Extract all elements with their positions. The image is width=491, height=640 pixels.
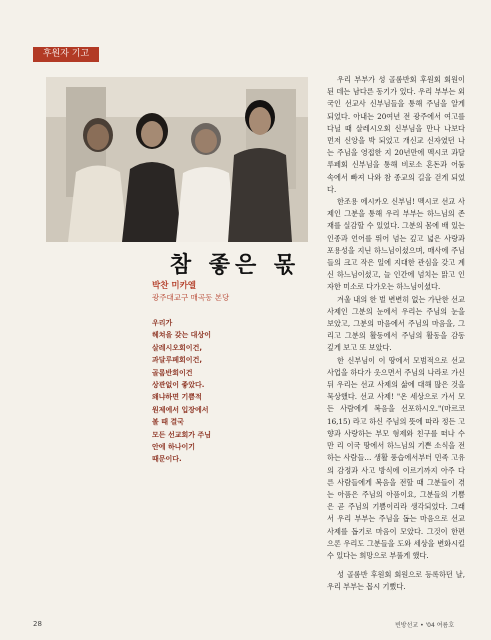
pull-quote-line: 때문이다.: [152, 455, 182, 464]
author-affiliation: 광주대교구 매곡동 본당: [152, 293, 230, 302]
article-title: 참 좋은 몫: [169, 252, 301, 278]
pull-quote-line: 헤쳐을 갖는 대상이: [152, 331, 211, 340]
pull-quote-line: 골롬반회이건: [152, 368, 193, 377]
article-body: [327, 74, 465, 594]
pull-quote-line: 모든 선교회가 주님: [152, 430, 211, 439]
body-paragraph: 겨울 내의 한 벌 변변히 없는 가난한 선교 사제인 그분의 눈에서 우리는 주님의 눈을 보았고, 그분의 마음에서 주님의 마음을, 그리고 그분의 활동에서 주님의 활동을 감동 깊게 보고 또 보았다.: [327, 294, 465, 353]
body-paragraph: 한조용 에시카오 신부님! 멕시코 선교 사제인 그분을 통해 우리 부부는 하느님의 존재를 실감할 수 있었다. 그분의 몸에 배 있는 인종과 언어를 뛰어 넘는 깊고 넓은 사랑과 포용성을 지닌 하느님이셨으며, 매사에 주님들의 크고 작은 일에 지대한 관심을 갖고 계신 하느님이셨고, 늘 인간에 넘치는 맑고 인자한 미소로 다가오는 하느님이셨다.: [327, 197, 465, 292]
body-paragraph: 한 신부님이 이 땅에서 모범적으로 선교 사업을 하다가 옷으면서 주님의 나라로 가신 뒤 우리는 선교 사제의 삶에 대해 많은 것을 묵상했다. 선교 사제! "온 세상으로 가서 모든 사람에게 복음을 선포하시오."(마르코 16,15) 라고 하신 주님의 뜻에 따라 정든 고향과 사랑하는 부모 형제와 친구를 떠나 수만 리 이국 땅에서 하느님의 기쁜 소식을 전하는 사람들… 생활 풍습에서부터 민족 고유의 감정과 사고 방식에 이르기까지 아주 다른 사람들에게 복음을 전할 때 그분들이 겪는 아픔은 주님의 아픔이요, 그분들의 기쁨은 곧 주님의 기쁨이리라 생각되었다. 그래서 우리 부부는 주님을 돕는 마음으로 선교 사제를 돕기로 마음이 모았다. 그것이 한편으론 우리도 그분들을 도와 세상을 변화시킬 수 있다는 희망으로 부풀게 했다.: [327, 355, 465, 560]
pull-quote-line: 우리가: [152, 319, 173, 327]
section-tag: 후원자 기고: [33, 47, 99, 62]
pull-quote-line: 살레시오회이건,: [152, 343, 202, 352]
pull-quote-line: 왜냐하면 기쁨적: [152, 393, 202, 402]
body-paragraph: 우리 부부가 성 골롬반회 후원회 회원이 된 데는 남다른 동기가 있다. 우리 부부는 외국인 선교사 신부님들을 통해 주님을 알게 되었다. 아내는 20여년 전 광주에서 여고를 다닐 때 살레시오회 신부님을 만나 나보다 먼저 신앙을 박 되었고 개신교 신자였던 나는 주님을 영접한 지 20년만에 멕시코 과달루페회 신부님을 통해 비로소 혼돈과 어둠 속에서 빠져 나와 참 종교의 길을 걷게 되었다.: [327, 75, 465, 194]
pull-quote-line: 볼 때 결국: [152, 418, 184, 427]
pull-quote-line: 상관없이 좋았다.: [152, 381, 205, 390]
article-author: 박찬 미카엘: [152, 281, 197, 291]
pull-quote-line: 과달루페회이건,: [152, 356, 202, 365]
body-paragraph: 성 골롬반 후원회 회원으로 등록하던 날, 우리 부부는 몹시 기뻤다.: [327, 570, 465, 592]
group-photo: [46, 77, 308, 242]
publication-footer: 빈방선교 • '04 여름호: [395, 622, 455, 629]
pull-quote-line: 안에 하나이기: [152, 443, 196, 452]
pull-quote-line: 원제에서 입장에서: [152, 405, 209, 414]
page-number: 28: [33, 620, 42, 628]
pull-quote: [152, 317, 322, 466]
